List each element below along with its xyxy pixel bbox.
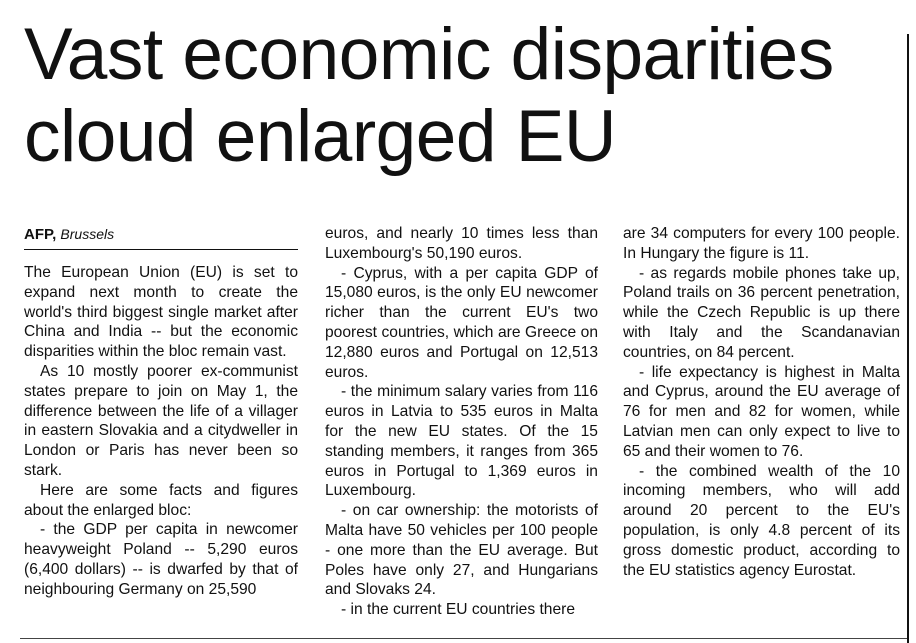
headline <box>24 14 904 178</box>
paragraph: - as regards mobile phones take up, Poland trails on 36 percent penetration, while the Czech Republic is up there with Italy and the Scandanavian countries, on 84 percent. <box>623 264 900 361</box>
paragraph-continued: are 34 computers for every 100 people. In Hungary the figure is 11. <box>623 225 900 262</box>
paragraph-intro: The European Union (EU) is set to expand next month to create the world's third biggest single market after China and India -- but the economic disparities within the bloc remain vast. <box>24 264 298 361</box>
paragraph: - the minimum salary varies from 116 euros in Latvia to 535 euros in Malta for the new EU states. Of the 15 standing members, it ranges from 365 euros in Portugal to 1,369 euros in Luxembourg. <box>325 383 598 500</box>
paragraph: - the combined wealth of the 10 incoming members, who will add around 20 percent to the EU's population, is only 4.8 percent of its gross domestic product, according to the EU statistics agency Eurostat. <box>623 462 900 579</box>
paragraph: As 10 mostly poorer ex-communist states prepare to join on May 1, the difference between the life of a villager in eastern Slovakia and a citydweller in London or Paris has never been so stark. <box>24 362 298 479</box>
article-column-2 <box>325 224 598 620</box>
byline-place: Brussels <box>60 226 115 242</box>
headline-line-2: cloud enlarged EU <box>24 96 617 177</box>
article-column-3 <box>623 224 900 580</box>
paragraph: Here are some facts and figures about the enlarged bloc: <box>24 481 298 519</box>
paragraph-continued: euros, and nearly 10 times less than Luxembourg's 50,190 euros. <box>325 225 598 262</box>
byline-agency: AFP, <box>24 226 57 243</box>
paragraph: - on car ownership: the motorists of Malta have 50 vehicles per 100 people - one more than the EU average. But Poles have only 27, and Hungarians and Slovaks 24. <box>325 502 598 599</box>
headline-line-1: Vast economic disparities <box>24 14 834 95</box>
paragraph: - life expectancy is highest in Malta and Cyprus, around the EU average of 76 for men and 82 for women, while Latvian men can only expect to live to 65 and their women to 76. <box>623 363 900 460</box>
byline <box>24 224 298 250</box>
paragraph: - the GDP per capita in newcomer heavyweight Poland -- 5,290 euros (6,400 dollars) -- is dwarfed by that of neighbouring Germany on 25,590 <box>24 521 298 598</box>
article-column-1 <box>24 224 298 600</box>
paragraph: - in the current EU countries there <box>341 601 576 619</box>
right-column-rule <box>907 34 909 643</box>
bottom-rule <box>20 638 907 639</box>
paragraph: - Cyprus, with a per capita GDP of 15,080 euros, is the only EU newcomer richer than the current EU's two poorest countries, which are Greece on 12,880 euros and Portugal on 12,513 euros. <box>325 264 598 381</box>
